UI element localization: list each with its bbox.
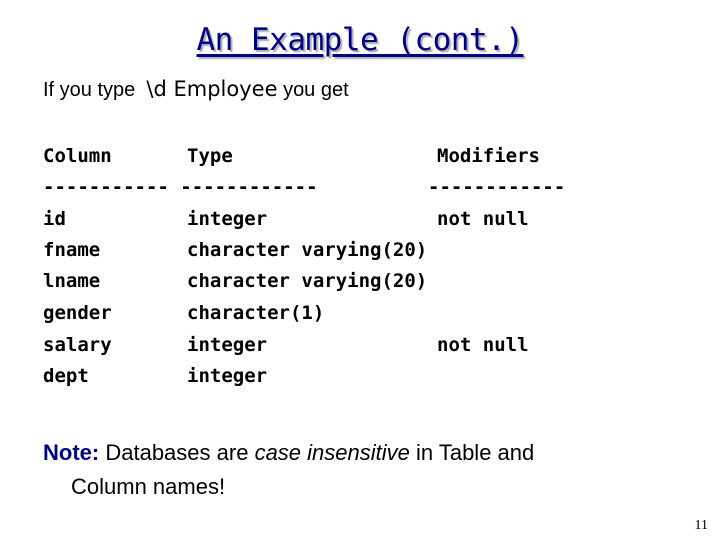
slide-title: An Example (cont.) <box>196 22 524 58</box>
page-number: 11 <box>694 518 708 533</box>
note-emphasis: case insensitive <box>254 440 410 465</box>
cell-column: lname <box>43 270 101 292</box>
cell-column: id <box>43 208 66 230</box>
header-modifiers: Modifiers <box>437 145 540 167</box>
cell-type: character varying(20) <box>187 270 428 292</box>
cell-type: integer <box>187 365 268 387</box>
cell-column: dept <box>43 365 89 387</box>
note-line2: Column names! <box>71 474 226 499</box>
intro-suffix: you get <box>283 79 349 101</box>
cell-column: gender <box>43 302 112 324</box>
intro-command: \d Employee <box>146 77 278 101</box>
cell-type: character varying(20) <box>187 239 428 261</box>
cell-modifiers: not null <box>437 208 529 230</box>
intro-line <box>43 77 349 102</box>
header-column: Column <box>43 145 112 167</box>
note-text-after: in Table and <box>416 440 535 465</box>
cell-modifiers: not null <box>437 334 529 356</box>
note-paragraph <box>43 436 683 504</box>
note-text-before: Databases are <box>105 440 249 465</box>
cell-column: fname <box>43 239 101 261</box>
cell-type: integer <box>187 334 268 356</box>
separator-right: ------------ <box>428 176 566 198</box>
header-type: Type <box>187 145 233 167</box>
intro-prefix: If you type <box>43 79 136 101</box>
separator-left: ----------- ------------ <box>43 176 318 198</box>
cell-type: integer <box>187 208 268 230</box>
note-label: Note: <box>43 440 100 465</box>
cell-column: salary <box>43 334 112 356</box>
cell-type: character(1) <box>187 302 325 324</box>
